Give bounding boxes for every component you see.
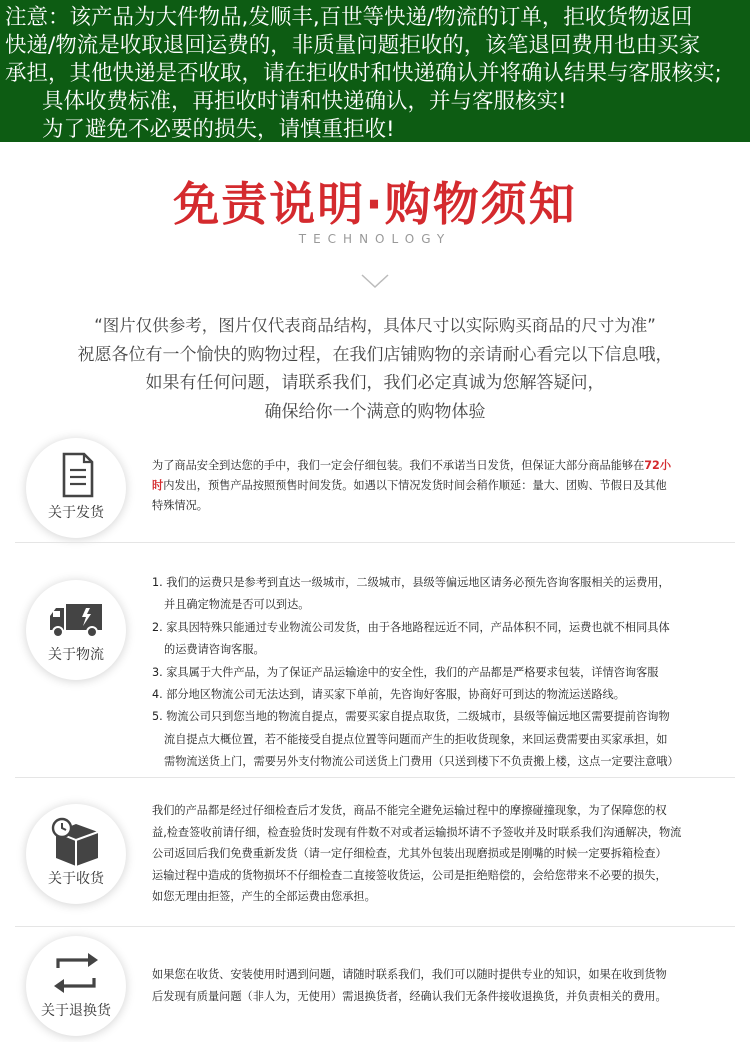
shipping-text — [152, 456, 692, 516]
text-line: 2. 家具因特殊只能通过专业物流公司发货，由于各地路程远近不同，产品体积不同，运费也就不相同具体 — [152, 620, 670, 634]
highlight-text: 72小 — [644, 459, 672, 472]
text-segment: 内发出，预售产品按照预售时间发货。如遇以下情况发货时间会稍作顺延：量大、团购、节假日及其他 — [163, 479, 667, 492]
shipping-label: 关于发货 — [48, 505, 104, 521]
intro-line: 确保给你一个满意的购物体验 — [264, 401, 486, 422]
receiving-icon-badge — [26, 804, 126, 904]
receiving-label: 关于收货 — [48, 871, 104, 887]
intro-line: 如果有任何问题，请联系我们，我们必定真诚为您解答疑问， — [145, 373, 605, 393]
receiving-text — [152, 800, 692, 908]
divider — [15, 777, 735, 778]
intro-block — [0, 312, 750, 426]
notice-line-4: 具体收费标准，再拒收时请和快递确认，并与客服核实! — [42, 89, 567, 114]
chevron-down-icon — [360, 272, 390, 290]
page-title: 免责说明·购物须知 — [173, 177, 577, 231]
text-line: 1. 我们的运费只是参考到直达一级城市，二级城市，县级等偏远地区请务必预先咨询客服相关的运费用， — [152, 576, 670, 589]
text-line — [152, 456, 692, 476]
text-segment: 特殊情况。 — [152, 499, 208, 512]
returns-icon-badge — [26, 936, 126, 1036]
page-subtitle: TECHNOLOGY — [298, 232, 452, 246]
notice-banner — [0, 0, 750, 142]
document-icon — [48, 450, 104, 502]
text-line: 如您无理由拒签，产生的全部运费由您承担。 — [152, 890, 376, 903]
text-line: 后发现有质量问题（非人为，无使用）需退换货者，经确认我们无条件接收退换货，并负责相关的费用。 — [152, 990, 667, 1003]
notice-line-2: 快递/物流是收取退回运费的，非质量问题拒收的，该笔退回费用也由买家 — [5, 33, 701, 58]
text-line: 流自提点大概位置，若不能接受自提点位置等问题而产生的拒收货现象，来回运费需要由买家承担，如 — [164, 732, 668, 746]
notice-line-3: 承担，其他快递是否收取，请在拒收时和快递确认并将确认结果与客服核实; — [5, 61, 722, 86]
highlight-text: 时 — [152, 479, 164, 492]
text-segment: 为了商品安全到达您的手中，我们一定会仔细包装。我们不承诺当日发货，但保证大部分商品能够在 — [152, 459, 645, 472]
text-line: 益,检查签收前请仔细，检查验货时发现有件数不对或者运输损坏请不予签收并及时联系我们沟通解决，物流 — [152, 825, 682, 839]
truck-icon — [46, 592, 106, 644]
text-line: 的运费请咨询客服。 — [164, 643, 265, 657]
package-icon — [48, 816, 104, 870]
returns-label: 关于退换货 — [41, 1003, 111, 1019]
logistics-label: 关于物流 — [48, 647, 104, 663]
text-line: 5. 物流公司只到您当地的物流自提点，需要买家自提点取货，二级城市，县级等偏远地区需要提前咨询物 — [152, 710, 670, 724]
shipping-icon-badge — [26, 438, 126, 538]
logistics-icon-badge — [26, 580, 126, 680]
returns-text — [152, 964, 692, 1008]
intro-line: 祝愿各位有一个愉快的购物过程，在我们店铺购物的亲请耐心看完以下信息哦， — [77, 344, 673, 365]
notice-line-1: 注意：该产品为大件物品,发顺丰,百世等快递/物流的订单，拒收货物返回 — [5, 5, 693, 30]
text-line: 运输过程中造成的货物损坏不仔细检查二直接签收货运，公司是拒绝赔偿的，会给您带来不必要的损失， — [152, 868, 667, 882]
text-line — [152, 476, 692, 496]
logistics-text — [152, 572, 692, 774]
text-line: 如果您在收货、安装使用时遇到问题，请随时联系我们，我们可以随时提供专业的知识，如果在收到货物 — [152, 968, 667, 981]
notice-line-5: 为了避免不必要的损失，请慎重拒收! — [42, 117, 395, 142]
intro-line: “图片仅供参考，图片仅代表商品结构，具体尺寸以实际购买商品的尺寸为准” — [94, 316, 656, 335]
text-line: 并且确定物流是否可以到达。 — [164, 598, 310, 612]
text-line: 4. 部分地区物流公司无法达到，请买家下单前，先咨询好客服，协商好可到达的物流运送路线。 — [152, 688, 625, 702]
divider — [15, 926, 735, 927]
exchange-icon — [48, 948, 104, 998]
text-line: 我们的产品都是经过仔细检查后才发货，商品不能完全避免运输过程中的摩擦碰撞现象，为了保障您的权 — [152, 804, 667, 817]
text-line — [152, 496, 692, 516]
text-line: 需物流送货上门，需要另外支付物流公司送货上门费用（只送到楼下不负责搬上楼，这点一定要注意哦） — [164, 755, 679, 769]
text-line: 公司返回后我们免费重新发货（请一定仔细检查，尤其外包装出现磨损或是刚嘴的时候一定要拆箱检查） — [152, 847, 667, 860]
text-line: 3. 家具属于大件产品，为了保证产品运输途中的安全性，我们的产品都是严格要求包装，详情咨询客服 — [152, 665, 659, 679]
divider — [15, 542, 735, 543]
